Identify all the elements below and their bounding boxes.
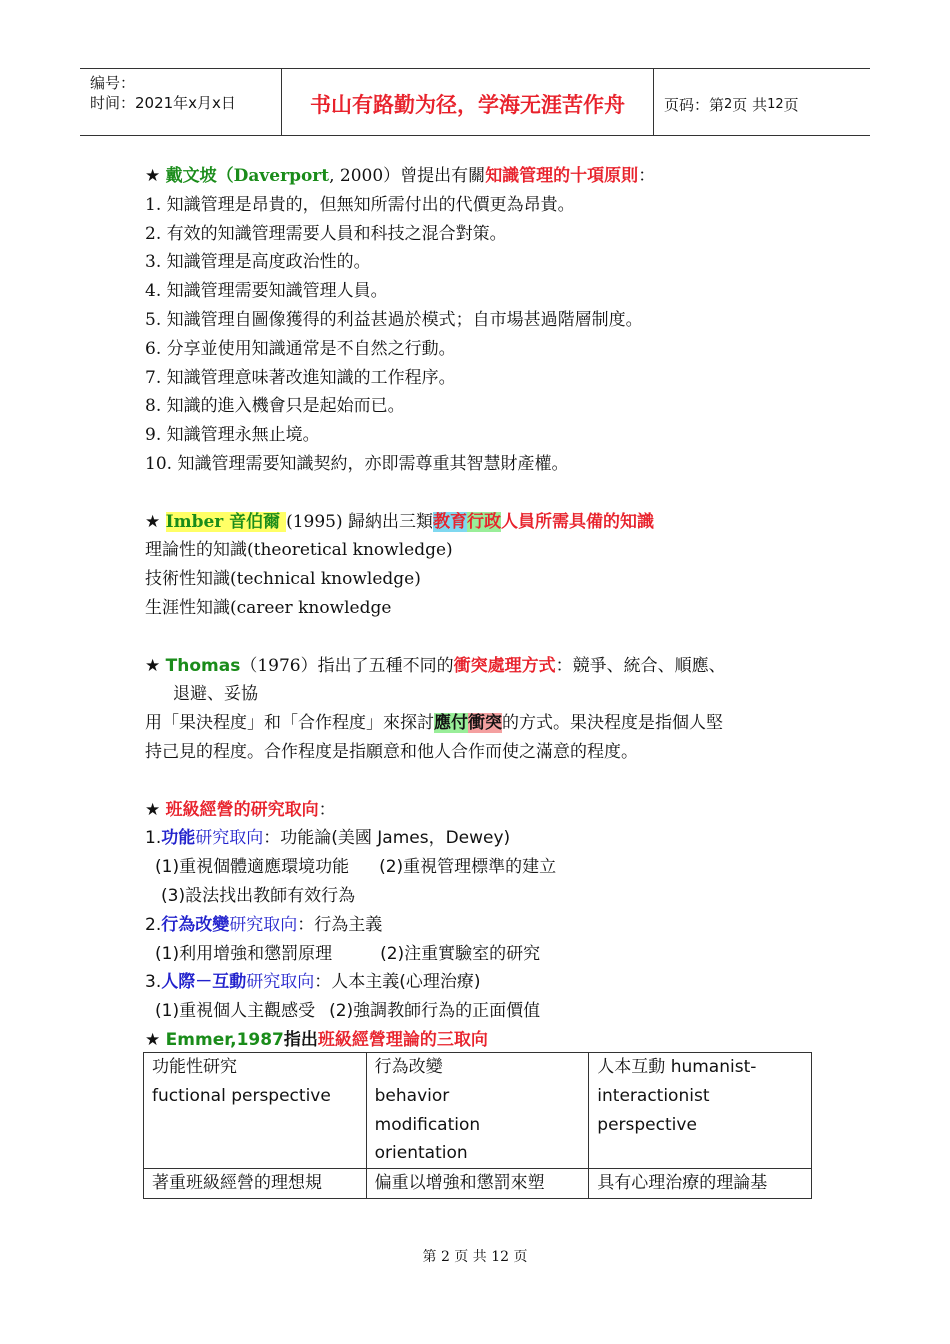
research-text: ：功能論(美國 James，Dewey) xyxy=(263,828,511,849)
thomas-hl-deal: 應付 xyxy=(434,713,468,734)
page-label-a: 页码：第 xyxy=(664,95,725,114)
research-sub-2: (2)強調教師行為的正面價值 xyxy=(329,1001,541,1022)
research-sub xyxy=(145,940,825,969)
research-item-1 xyxy=(145,824,825,853)
table-cell: 行為改變 behavior modification orientation xyxy=(366,1053,589,1169)
research-sub-1: (1)利用增強和懲罰原理 xyxy=(155,943,333,964)
table-cell: 人本互動 humanist- interactionist perspective xyxy=(589,1053,812,1169)
research-mid: 研究取向 xyxy=(195,828,264,849)
davenport-colon: ： xyxy=(638,166,656,186)
header-left xyxy=(80,69,282,135)
davenport-topic: 知識管理的十項原則 xyxy=(485,166,639,186)
thomas-hl-conflict: 衝突 xyxy=(468,713,502,734)
table-cell: 功能性研究 fuctional perspective xyxy=(144,1053,367,1169)
list-item: 5. 知識管理自圖像獲得的利益甚過於模式；自市場甚過階層制度。 xyxy=(145,309,643,330)
research-sub-2: (2)注重實驗室的研究 xyxy=(380,943,541,964)
research-mid: 研究取向 xyxy=(229,914,298,935)
item-number: 3. xyxy=(145,972,162,993)
document-body xyxy=(145,162,825,1055)
page-header xyxy=(80,68,870,136)
thomas-paragraph-line2: 持己見的程度。合作程度是指願意和他人合作而使之滿意的程度。 xyxy=(145,741,638,762)
item-number: 2. xyxy=(145,914,162,935)
thomas-p1a: 用「果決程度」和「合作程度」來探討 xyxy=(145,713,434,734)
research-text: ：行為主義 xyxy=(297,914,383,935)
list-item: 2. 有效的知識管理需要人員和科技之混合對策。 xyxy=(145,223,507,244)
item-number: 1. xyxy=(145,828,162,849)
davenport-heading xyxy=(145,162,825,191)
header-motto: 书山有路勤为径，学海无涯苦作舟 xyxy=(282,69,654,135)
research-sub-1: (1)重視個體適應環境功能 xyxy=(155,857,350,878)
table-row xyxy=(144,1169,812,1199)
list-item: 4. 知識管理需要知識管理人員。 xyxy=(145,281,388,302)
research-sub-1: (1)重視個人主觀感受 xyxy=(155,1001,316,1022)
research-text: ：人本主義(心理治療) xyxy=(314,972,481,993)
emmer-heading xyxy=(145,1026,825,1055)
research-title: 班級經營的研究取向 xyxy=(165,799,319,820)
list-item: 8. 知識的進入機會只是起始而已。 xyxy=(145,396,405,417)
orientation-table xyxy=(143,1052,812,1199)
research-sub xyxy=(145,997,825,1026)
thomas-p1b: 的方式。果決程度是指個人堅 xyxy=(502,713,723,734)
thomas-name: Thomas xyxy=(165,655,241,676)
list-item: 生涯性知識(career knowledge xyxy=(145,597,392,618)
page-num: 2 xyxy=(724,96,733,112)
thomas-topic: 衝突處理方式 xyxy=(453,655,556,676)
star-icon: ★ xyxy=(145,511,161,532)
research-sub xyxy=(145,853,825,882)
imber-heading xyxy=(145,508,825,537)
star-icon: ★ xyxy=(145,799,161,820)
imber-hl-education: 教育 xyxy=(433,511,468,532)
table-cell: 偏重以增強和懲罰來塑 xyxy=(366,1169,589,1199)
emmer-name: Emmer,1987 xyxy=(165,1029,284,1050)
page-label-c: 页 xyxy=(783,95,799,114)
emmer-topic: 班級經營理論的三取向 xyxy=(317,1029,488,1050)
research-item-3 xyxy=(145,968,825,997)
thomas-list-cont: 退避、妥協 xyxy=(173,684,258,705)
davenport-name: 戴文坡（ xyxy=(165,166,234,186)
star-icon: ★ xyxy=(145,166,161,186)
page-label-b: 页 共 xyxy=(732,95,768,114)
time-label: 时间：2021年x月x日 xyxy=(90,94,236,112)
thomas-paragraph-line1 xyxy=(145,709,825,738)
imber-hl-admin: 行政 xyxy=(467,511,502,532)
thomas-heading xyxy=(145,652,825,681)
research-key: 功能 xyxy=(161,828,196,849)
list-item: 9. 知識管理永無止境。 xyxy=(145,425,320,446)
star-icon: ★ xyxy=(145,1029,161,1050)
list-item: 理論性的知識(theoretical knowledge) xyxy=(145,540,453,561)
davenport-text: 曾提出有關 xyxy=(400,166,486,186)
imber-name: Imber 音伯爾 xyxy=(165,511,287,532)
table-cell: 著重班級經營的理想規 xyxy=(144,1169,367,1199)
list-item: 7. 知識管理意味著改進知識的工作程序。 xyxy=(145,367,456,388)
research-sub-3: (3)設法找出教師有效行為 xyxy=(161,885,356,906)
research-sub-2: (2)重視管理標準的建立 xyxy=(379,857,557,878)
emmer-text: 指出 xyxy=(283,1029,318,1050)
davenport-year: , 2000） xyxy=(329,166,401,186)
research-item-2 xyxy=(145,911,825,940)
list-item: 10. 知識管理需要知識契約，亦即需尊重其智慧財產權。 xyxy=(145,453,569,474)
research-mid: 研究取向 xyxy=(246,972,315,993)
davenport-name-en: Daverport xyxy=(233,166,330,186)
star-icon: ★ xyxy=(145,655,161,676)
list-item: 3. 知識管理是高度政治性的。 xyxy=(145,252,371,273)
table-cell: 具有心理治療的理論基 xyxy=(589,1169,812,1199)
list-item: 6. 分享並使用知識通常是不自然之行動。 xyxy=(145,338,456,359)
thomas-year-text: （1976）指出了五種不同的 xyxy=(240,655,454,676)
page-total: 12 xyxy=(767,96,784,112)
research-heading xyxy=(145,796,825,825)
header-page-info xyxy=(654,69,870,135)
list-item: 1. 知識管理是昂貴的，但無知所需付出的代價更為昂貴。 xyxy=(145,194,575,215)
thomas-list: ：競爭、統合、順應、 xyxy=(555,655,726,676)
number-label: 编号： xyxy=(90,74,136,92)
research-colon: ： xyxy=(318,799,336,820)
research-key: 行為改變 xyxy=(161,914,230,935)
research-key: 人際－互動 xyxy=(161,972,247,993)
table-row xyxy=(144,1053,812,1169)
page-footer: 第 2 页 共 12 页 xyxy=(422,1249,528,1265)
imber-topic: 人員所需具備的知識 xyxy=(501,511,655,532)
list-item: 技術性知識(technical knowledge) xyxy=(145,569,421,590)
imber-year-text: (1995) 歸納出三類 xyxy=(286,511,434,532)
